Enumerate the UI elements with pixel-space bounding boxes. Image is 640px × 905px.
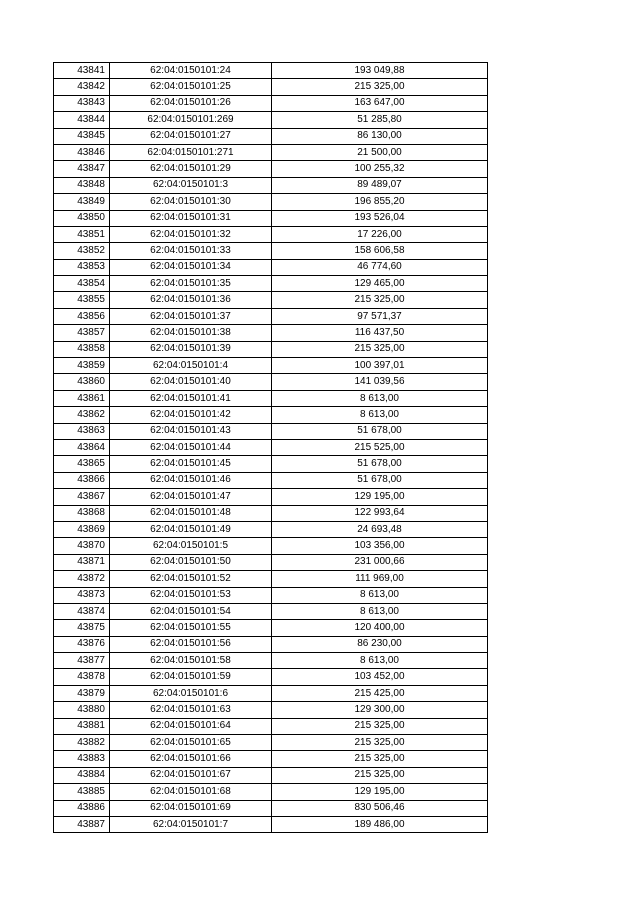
row-number-cell: 43850: [54, 210, 110, 226]
cadastral-number-cell: 62:04:0150101:30: [110, 194, 272, 210]
cadastral-number-cell: 62:04:0150101:6: [110, 685, 272, 701]
table-row: [54, 702, 488, 718]
table-row: [54, 521, 488, 537]
value-cell: 116 437,50: [272, 325, 488, 341]
value-cell: 97 571,37: [272, 308, 488, 324]
value-cell: 120 400,00: [272, 620, 488, 636]
value-cell: 129 465,00: [272, 276, 488, 292]
cadastral-number-cell: 62:04:0150101:35: [110, 276, 272, 292]
value-cell: 129 300,00: [272, 702, 488, 718]
cadastral-number-cell: 62:04:0150101:50: [110, 554, 272, 570]
table-row: [54, 374, 488, 390]
value-cell: 8 613,00: [272, 587, 488, 603]
cadastral-number-cell: 62:04:0150101:40: [110, 374, 272, 390]
value-cell: 215 425,00: [272, 685, 488, 701]
value-cell: 24 693,48: [272, 521, 488, 537]
table-row: [54, 63, 488, 79]
cadastral-number-cell: 62:04:0150101:54: [110, 603, 272, 619]
row-number-cell: 43857: [54, 325, 110, 341]
value-cell: 189 486,00: [272, 816, 488, 832]
table-row: [54, 620, 488, 636]
table-row: [54, 816, 488, 832]
cadastral-number-cell: 62:04:0150101:43: [110, 423, 272, 439]
table-row: [54, 341, 488, 357]
cadastral-number-cell: 62:04:0150101:58: [110, 653, 272, 669]
value-cell: 86 230,00: [272, 636, 488, 652]
table-row: [54, 653, 488, 669]
table-row: [54, 538, 488, 554]
table-row: [54, 95, 488, 111]
cadastral-number-cell: 62:04:0150101:32: [110, 226, 272, 242]
row-number-cell: 43853: [54, 259, 110, 275]
cadastral-number-cell: 62:04:0150101:26: [110, 95, 272, 111]
row-number-cell: 43846: [54, 144, 110, 160]
cadastral-number-cell: 62:04:0150101:37: [110, 308, 272, 324]
table-row: [54, 390, 488, 406]
cadastral-number-cell: 62:04:0150101:39: [110, 341, 272, 357]
cadastral-number-cell: 62:04:0150101:31: [110, 210, 272, 226]
row-number-cell: 43861: [54, 390, 110, 406]
table-row: [54, 243, 488, 259]
row-number-cell: 43858: [54, 341, 110, 357]
cadastral-number-cell: 62:04:0150101:66: [110, 751, 272, 767]
cadastral-number-cell: 62:04:0150101:42: [110, 407, 272, 423]
value-cell: 215 325,00: [272, 341, 488, 357]
value-cell: 215 325,00: [272, 751, 488, 767]
cadastral-number-cell: 62:04:0150101:24: [110, 63, 272, 79]
row-number-cell: 43863: [54, 423, 110, 439]
table-row: [54, 587, 488, 603]
table-row: [54, 505, 488, 521]
table-row: [54, 358, 488, 374]
value-cell: 129 195,00: [272, 489, 488, 505]
row-number-cell: 43860: [54, 374, 110, 390]
value-cell: 215 325,00: [272, 79, 488, 95]
row-number-cell: 43864: [54, 439, 110, 455]
cadastral-number-cell: 62:04:0150101:49: [110, 521, 272, 537]
value-cell: 158 606,58: [272, 243, 488, 259]
value-cell: 51 678,00: [272, 423, 488, 439]
cadastral-number-cell: 62:04:0150101:29: [110, 161, 272, 177]
table-row: [54, 308, 488, 324]
cadastral-number-cell: 62:04:0150101:45: [110, 456, 272, 472]
cadastral-number-cell: 62:04:0150101:271: [110, 144, 272, 160]
cadastral-number-cell: 62:04:0150101:46: [110, 472, 272, 488]
value-cell: 215 325,00: [272, 292, 488, 308]
row-number-cell: 43870: [54, 538, 110, 554]
cadastral-number-cell: 62:04:0150101:44: [110, 439, 272, 455]
value-cell: 215 525,00: [272, 439, 488, 455]
cadastral-number-cell: 62:04:0150101:25: [110, 79, 272, 95]
row-number-cell: 43859: [54, 358, 110, 374]
value-cell: 103 452,00: [272, 669, 488, 685]
table-row: [54, 767, 488, 783]
table-row: [54, 603, 488, 619]
row-number-cell: 43855: [54, 292, 110, 308]
table-row: [54, 210, 488, 226]
cadastral-number-cell: 62:04:0150101:3: [110, 177, 272, 193]
table-row: [54, 177, 488, 193]
table-row: [54, 194, 488, 210]
cadastral-number-cell: 62:04:0150101:48: [110, 505, 272, 521]
row-number-cell: 43843: [54, 95, 110, 111]
value-cell: 141 039,56: [272, 374, 488, 390]
table-row: [54, 423, 488, 439]
table-row: [54, 276, 488, 292]
cadastral-value-table: [53, 62, 488, 833]
value-cell: 103 356,00: [272, 538, 488, 554]
row-number-cell: 43878: [54, 669, 110, 685]
table-row: [54, 489, 488, 505]
value-cell: 100 255,32: [272, 161, 488, 177]
value-cell: 51 678,00: [272, 472, 488, 488]
row-number-cell: 43882: [54, 735, 110, 751]
value-cell: 51 285,80: [272, 112, 488, 128]
cadastral-number-cell: 62:04:0150101:47: [110, 489, 272, 505]
table-row: [54, 685, 488, 701]
table-row: [54, 751, 488, 767]
table-row: [54, 407, 488, 423]
value-cell: 231 000,66: [272, 554, 488, 570]
row-number-cell: 43876: [54, 636, 110, 652]
value-cell: 86 130,00: [272, 128, 488, 144]
row-number-cell: 43867: [54, 489, 110, 505]
cadastral-number-cell: 62:04:0150101:56: [110, 636, 272, 652]
cadastral-number-cell: 62:04:0150101:38: [110, 325, 272, 341]
row-number-cell: 43874: [54, 603, 110, 619]
cadastral-number-cell: 62:04:0150101:68: [110, 784, 272, 800]
table-row: [54, 144, 488, 160]
row-number-cell: 43854: [54, 276, 110, 292]
value-cell: 111 969,00: [272, 571, 488, 587]
row-number-cell: 43879: [54, 685, 110, 701]
row-number-cell: 43842: [54, 79, 110, 95]
value-cell: 17 226,00: [272, 226, 488, 242]
cadastral-number-cell: 62:04:0150101:4: [110, 358, 272, 374]
row-number-cell: 43866: [54, 472, 110, 488]
row-number-cell: 43881: [54, 718, 110, 734]
value-cell: 89 489,07: [272, 177, 488, 193]
row-number-cell: 43849: [54, 194, 110, 210]
table-row: [54, 636, 488, 652]
row-number-cell: 43865: [54, 456, 110, 472]
row-number-cell: 43845: [54, 128, 110, 144]
value-cell: 21 500,00: [272, 144, 488, 160]
value-cell: 215 325,00: [272, 767, 488, 783]
table-row: [54, 784, 488, 800]
row-number-cell: 43886: [54, 800, 110, 816]
row-number-cell: 43841: [54, 63, 110, 79]
cadastral-number-cell: 62:04:0150101:59: [110, 669, 272, 685]
cadastral-number-cell: 62:04:0150101:269: [110, 112, 272, 128]
value-cell: 8 613,00: [272, 603, 488, 619]
row-number-cell: 43873: [54, 587, 110, 603]
row-number-cell: 43880: [54, 702, 110, 718]
table-row: [54, 128, 488, 144]
value-cell: 8 613,00: [272, 390, 488, 406]
cadastral-number-cell: 62:04:0150101:36: [110, 292, 272, 308]
value-cell: 129 195,00: [272, 784, 488, 800]
cadastral-number-cell: 62:04:0150101:69: [110, 800, 272, 816]
value-cell: 51 678,00: [272, 456, 488, 472]
value-cell: 122 993,64: [272, 505, 488, 521]
row-number-cell: 43852: [54, 243, 110, 259]
cadastral-number-cell: 62:04:0150101:27: [110, 128, 272, 144]
value-cell: 8 613,00: [272, 653, 488, 669]
table-row: [54, 292, 488, 308]
row-number-cell: 43871: [54, 554, 110, 570]
table-row: [54, 456, 488, 472]
value-cell: 46 774,60: [272, 259, 488, 275]
value-cell: 193 526,04: [272, 210, 488, 226]
value-cell: 830 506,46: [272, 800, 488, 816]
cadastral-number-cell: 62:04:0150101:67: [110, 767, 272, 783]
cadastral-number-cell: 62:04:0150101:41: [110, 390, 272, 406]
row-number-cell: 43848: [54, 177, 110, 193]
table-row: [54, 554, 488, 570]
table-row: [54, 112, 488, 128]
value-cell: 215 325,00: [272, 735, 488, 751]
row-number-cell: 43877: [54, 653, 110, 669]
row-number-cell: 43847: [54, 161, 110, 177]
table-row: [54, 259, 488, 275]
table-row: [54, 472, 488, 488]
cadastral-number-cell: 62:04:0150101:64: [110, 718, 272, 734]
cadastral-number-cell: 62:04:0150101:65: [110, 735, 272, 751]
value-cell: 215 325,00: [272, 718, 488, 734]
table-row: [54, 79, 488, 95]
table-row: [54, 800, 488, 816]
cadastral-number-cell: 62:04:0150101:63: [110, 702, 272, 718]
cadastral-number-cell: 62:04:0150101:34: [110, 259, 272, 275]
row-number-cell: 43884: [54, 767, 110, 783]
value-cell: 196 855,20: [272, 194, 488, 210]
cadastral-number-cell: 62:04:0150101:5: [110, 538, 272, 554]
cadastral-number-cell: 62:04:0150101:7: [110, 816, 272, 832]
value-cell: 193 049,88: [272, 63, 488, 79]
value-cell: 100 397,01: [272, 358, 488, 374]
row-number-cell: 43869: [54, 521, 110, 537]
table-row: [54, 735, 488, 751]
row-number-cell: 43851: [54, 226, 110, 242]
row-number-cell: 43868: [54, 505, 110, 521]
row-number-cell: 43856: [54, 308, 110, 324]
row-number-cell: 43875: [54, 620, 110, 636]
table-body: [54, 63, 488, 833]
row-number-cell: 43883: [54, 751, 110, 767]
table-row: [54, 669, 488, 685]
cadastral-number-cell: 62:04:0150101:55: [110, 620, 272, 636]
table-row: [54, 161, 488, 177]
table-row: [54, 439, 488, 455]
cadastral-number-cell: 62:04:0150101:52: [110, 571, 272, 587]
cadastral-number-cell: 62:04:0150101:33: [110, 243, 272, 259]
row-number-cell: 43872: [54, 571, 110, 587]
row-number-cell: 43862: [54, 407, 110, 423]
value-cell: 163 647,00: [272, 95, 488, 111]
row-number-cell: 43887: [54, 816, 110, 832]
cadastral-number-cell: 62:04:0150101:53: [110, 587, 272, 603]
table-row: [54, 325, 488, 341]
table-row: [54, 226, 488, 242]
table-row: [54, 571, 488, 587]
row-number-cell: 43885: [54, 784, 110, 800]
value-cell: 8 613,00: [272, 407, 488, 423]
row-number-cell: 43844: [54, 112, 110, 128]
table-row: [54, 718, 488, 734]
